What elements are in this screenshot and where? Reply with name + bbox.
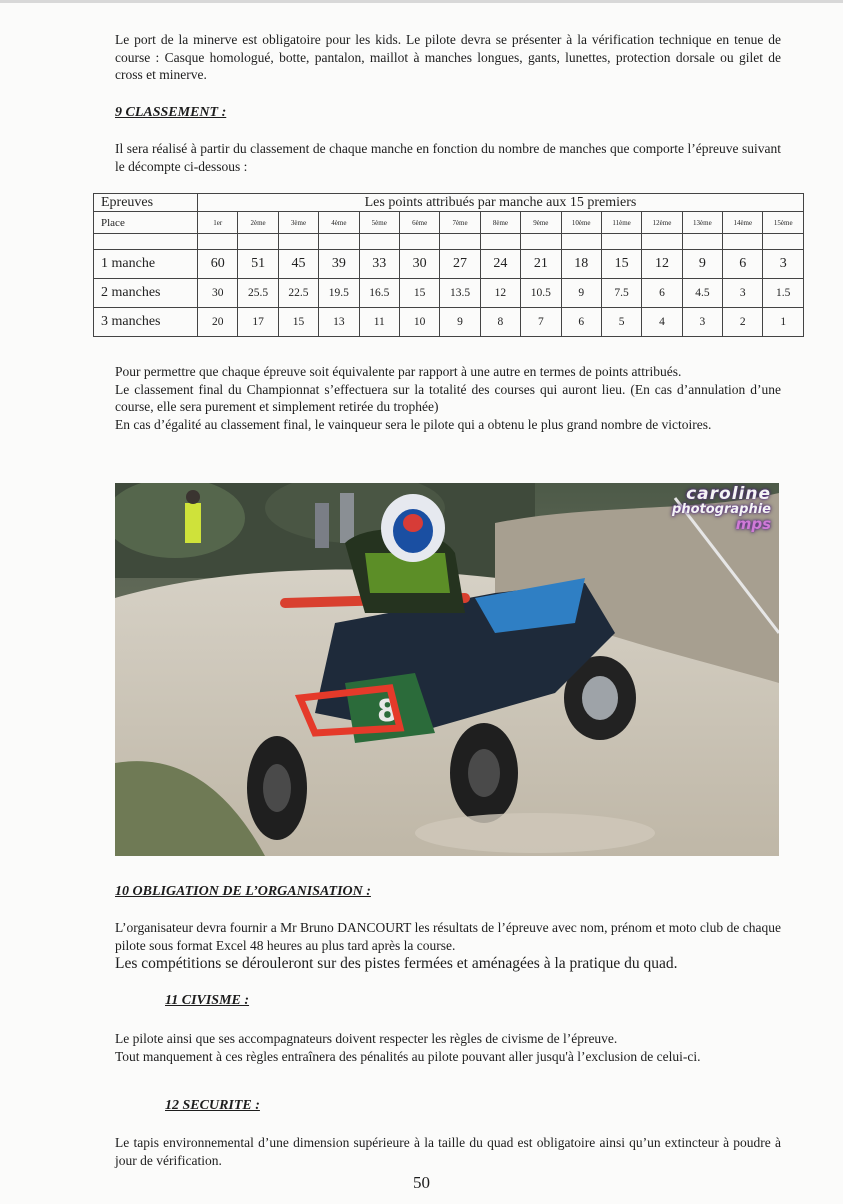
place-cell: 3ème	[278, 212, 318, 234]
points-cell: 9	[682, 250, 722, 279]
points-cell: 15	[399, 279, 439, 308]
points-cell: 20	[198, 308, 238, 337]
place-cell: 8ème	[480, 212, 520, 234]
points-cell: 9	[561, 279, 601, 308]
blank-cell	[601, 234, 641, 250]
points-cell: 16.5	[359, 279, 399, 308]
place-label: Place	[94, 212, 198, 234]
quad-race-photo	[115, 483, 779, 856]
points-cell: 10.5	[521, 279, 561, 308]
row-label: 2 manches	[94, 279, 198, 308]
section-11-p1: Le pilote ainsi que ses accompagnateurs doivent respecter les règles de civisme de l’épreuve.	[115, 1031, 618, 1046]
page-number: 50	[413, 1173, 430, 1192]
place-cell: 11ème	[601, 212, 641, 234]
place-cell: 14ème	[723, 212, 763, 234]
page-top-edge	[0, 0, 843, 3]
place-row	[94, 212, 804, 234]
table-row	[94, 308, 804, 337]
blank-cell	[521, 234, 561, 250]
table-header-row	[94, 194, 804, 212]
watermark-line-3: mps	[735, 515, 771, 533]
points-cell: 30	[399, 250, 439, 279]
points-cell: 12	[642, 250, 682, 279]
place-cell: 1er	[198, 212, 238, 234]
points-cell: 1.5	[763, 279, 804, 308]
points-table	[93, 193, 804, 337]
points-cell: 12	[480, 279, 520, 308]
blank-row	[94, 234, 804, 250]
quad-photo-illustration	[115, 483, 779, 856]
section-10-title: 10 OBLIGATION DE L’ORGANISATION :	[115, 884, 371, 899]
points-cell: 60	[198, 250, 238, 279]
section-9-intro-block	[115, 140, 781, 175]
photographer-watermark	[672, 484, 771, 533]
section-12-p1: Le tapis environnemental d’une dimension supérieure à la taille du quad est obligatoire ainsi qu’un extincteur à poudre à jour de vérification.	[115, 1135, 781, 1168]
table-corner-label: Epreuves	[94, 194, 198, 212]
points-cell: 21	[521, 250, 561, 279]
section-11-block	[115, 1030, 781, 1065]
blank-cell	[480, 234, 520, 250]
blank-cell	[198, 234, 238, 250]
section-11-title: 11 CIVISME :	[165, 993, 250, 1008]
place-cell: 5ème	[359, 212, 399, 234]
points-cell: 15	[601, 250, 641, 279]
blank-cell	[723, 234, 763, 250]
points-cell: 3	[763, 250, 804, 279]
points-cell: 5	[601, 308, 641, 337]
after-table-p3: En cas d’égalité au classement final, le vainqueur sera le pilote qui a obtenu le plus grand nombre de victoires.	[115, 416, 712, 432]
points-cell: 13	[319, 308, 359, 337]
points-cell: 10	[399, 308, 439, 337]
place-cell: 7ème	[440, 212, 480, 234]
points-cell: 2	[723, 308, 763, 337]
watermark-line-2: photographie	[672, 502, 771, 517]
points-cell: 15	[278, 308, 318, 337]
points-cell: 3	[723, 279, 763, 308]
points-cell: 6	[642, 279, 682, 308]
row-label: 3 manches	[94, 308, 198, 337]
section-12-title: 12 SECURITE :	[165, 1098, 260, 1113]
blank-cell	[642, 234, 682, 250]
place-cell: 2ème	[238, 212, 278, 234]
points-cell: 11	[359, 308, 399, 337]
section-10-p1: L’organisateur devra fournir a Mr Bruno DANCOURT les résultats de l’épreuve avec nom, prénom et moto club de chaque pilote sous format Excel 48 heures au plus tard après la course.	[115, 920, 781, 953]
points-cell: 8	[480, 308, 520, 337]
points-cell: 39	[319, 250, 359, 279]
place-cell: 10ème	[561, 212, 601, 234]
points-cell: 4	[642, 308, 682, 337]
table-row	[94, 279, 804, 308]
points-cell: 7.5	[601, 279, 641, 308]
section-12-block	[115, 1134, 781, 1169]
points-cell: 3	[682, 308, 722, 337]
place-cell: 12ème	[642, 212, 682, 234]
after-table-block	[115, 363, 781, 433]
section-11-p2: Tout manquement à ces règles entraînera des pénalités au pilote pouvant aller jusqu'à l’exclusion de celui-ci.	[115, 1048, 701, 1064]
after-table-p2: Le classement final du Championnat s’effectuera sur la totalité des courses qui auront lieu. (En cas d’annulation d’une course, elle sera purement et simplement retirée du trophée)	[115, 381, 781, 414]
points-cell: 22.5	[278, 279, 318, 308]
points-cell: 17	[238, 308, 278, 337]
section-9-intro: Il sera réalisé à partir du classement de chaque manche en fonction du nombre de manches que comporte l’épreuve suivant le décompte ci-dessous :	[115, 141, 781, 174]
place-cell: 15ème	[763, 212, 804, 234]
blank-cell	[238, 234, 278, 250]
after-table-p1: Pour permettre que chaque épreuve soit équivalente par rapport à une autre en termes de points attribués.	[115, 364, 682, 379]
place-cell: 13ème	[682, 212, 722, 234]
blank-cell	[682, 234, 722, 250]
place-cell: 9ème	[521, 212, 561, 234]
blank-cell	[763, 234, 804, 250]
points-cell: 30	[198, 279, 238, 308]
section-10-block	[115, 919, 781, 973]
blank-cell	[359, 234, 399, 250]
points-cell: 13.5	[440, 279, 480, 308]
points-cell: 19.5	[319, 279, 359, 308]
blank-cell	[440, 234, 480, 250]
points-cell: 24	[480, 250, 520, 279]
points-cell: 7	[521, 308, 561, 337]
place-cell: 4ème	[319, 212, 359, 234]
quad-number-plate: 8	[377, 694, 398, 729]
points-cell: 27	[440, 250, 480, 279]
points-cell: 18	[561, 250, 601, 279]
section-10-p2: Les compétitions se dérouleront sur des pistes fermées et aménagées à la pratique du quad.	[115, 955, 678, 972]
row-label: 1 manche	[94, 250, 198, 279]
blank-cell	[94, 234, 198, 250]
points-cell: 6	[561, 308, 601, 337]
intro-block	[115, 31, 781, 84]
points-cell: 9	[440, 308, 480, 337]
place-cell: 6ème	[399, 212, 439, 234]
blank-cell	[278, 234, 318, 250]
points-cell: 4.5	[682, 279, 722, 308]
intro-paragraph: Le port de la minerve est obligatoire pour les kids. Le pilote devra se présenter à la vérification technique en tenue de course : Casque homologué, botte, pantalon, maillot à manches longues, gants, lunettes, protection dorsale ou gilet de cross et minerve.	[115, 32, 781, 82]
points-cell: 51	[238, 250, 278, 279]
points-cell: 1	[763, 308, 804, 337]
points-cell: 25.5	[238, 279, 278, 308]
section-9-title: 9 CLASSEMENT :	[115, 105, 227, 120]
blank-cell	[319, 234, 359, 250]
table-header: Les points attribués par manche aux 15 premiers	[198, 194, 804, 212]
blank-cell	[561, 234, 601, 250]
watermark-line-1: caroline	[686, 484, 771, 504]
points-cell: 33	[359, 250, 399, 279]
blank-cell	[399, 234, 439, 250]
points-cell: 45	[278, 250, 318, 279]
points-cell: 6	[723, 250, 763, 279]
table-row	[94, 250, 804, 279]
